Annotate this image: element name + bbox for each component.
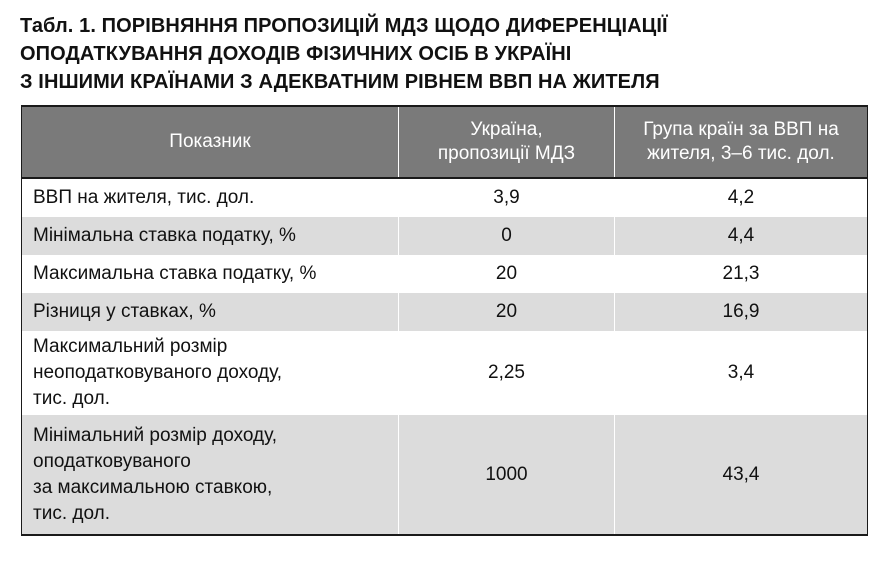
group-value: 43,4 bbox=[615, 415, 868, 535]
ukraine-value: 1000 bbox=[399, 415, 615, 535]
header-ukraine-line-1: Україна, bbox=[470, 119, 543, 140]
table-row bbox=[22, 255, 868, 293]
header-ukraine-line-2: пропозиції МДЗ bbox=[437, 143, 576, 164]
title-line-3: З ІНШИМИ КРАЇНАМИ З АДЕКВАТНИМ РІВНЕМ ВВП НА ЖИТЕЛЯ bbox=[20, 71, 660, 93]
title-line-2: ОПОДАТКУВАННЯ ДОХОДІВ ФІЗИЧНИХ ОСІБ В УКРАЇНІ bbox=[20, 43, 572, 65]
ukraine-value: 2,25 bbox=[399, 331, 615, 415]
table-row bbox=[22, 331, 868, 415]
table-row bbox=[22, 178, 868, 217]
row-label-line: Мінімальна ставка податку, % bbox=[33, 225, 296, 246]
row-label-line: Максимальна ставка податку, % bbox=[33, 263, 317, 284]
row-label bbox=[22, 293, 399, 331]
table-header bbox=[22, 106, 868, 178]
comparison-table bbox=[21, 105, 868, 536]
group-value: 4,4 bbox=[615, 217, 868, 255]
row-label-line: за максимальною ставкою, bbox=[33, 476, 273, 498]
row-label-line: Мінімальний розмір доходу, bbox=[33, 424, 277, 446]
ukraine-value: 20 bbox=[399, 255, 615, 293]
header-ukraine bbox=[399, 106, 615, 178]
row-label-line: Максимальний розмір bbox=[33, 336, 228, 357]
row-label-line: Різниця у ставках, % bbox=[33, 301, 216, 322]
row-label-line: неоподатковуваного доходу, bbox=[33, 362, 282, 383]
header-indicator-text: Показник bbox=[169, 131, 251, 152]
header-country-group bbox=[615, 106, 868, 178]
row-label bbox=[22, 217, 399, 255]
header-row bbox=[22, 106, 868, 178]
table-title bbox=[20, 12, 870, 96]
ukraine-value: 3,9 bbox=[399, 178, 615, 217]
ukraine-value: 20 bbox=[399, 293, 615, 331]
table-row bbox=[22, 293, 868, 331]
group-value: 4,2 bbox=[615, 178, 868, 217]
row-label-line: тис. дол. bbox=[33, 388, 110, 409]
table-row bbox=[22, 217, 868, 255]
group-value: 16,9 bbox=[615, 293, 868, 331]
row-label bbox=[22, 255, 399, 293]
row-label bbox=[22, 415, 399, 535]
row-label-line: тис. дол. bbox=[33, 502, 110, 524]
ukraine-value: 0 bbox=[399, 217, 615, 255]
table-body bbox=[22, 178, 868, 535]
group-value: 3,4 bbox=[615, 331, 868, 415]
title-line-1: Табл. 1. ПОРІВНЯННЯ ПРОПОЗИЦІЙ МДЗ ЩОДО ДИФЕРЕНЦІАЦІЇ bbox=[20, 15, 668, 37]
group-value: 21,3 bbox=[615, 255, 868, 293]
row-label bbox=[22, 331, 399, 415]
header-group-line-2: жителя, 3–6 тис. дол. bbox=[647, 143, 835, 164]
row-label-line: ВВП на жителя, тис. дол. bbox=[33, 187, 255, 208]
header-group-line-1: Група країн за ВВП на bbox=[643, 119, 839, 140]
header-indicator bbox=[22, 106, 399, 178]
row-label bbox=[22, 178, 399, 217]
row-label-line: оподатковуваного bbox=[33, 450, 191, 472]
table-row bbox=[22, 415, 868, 535]
